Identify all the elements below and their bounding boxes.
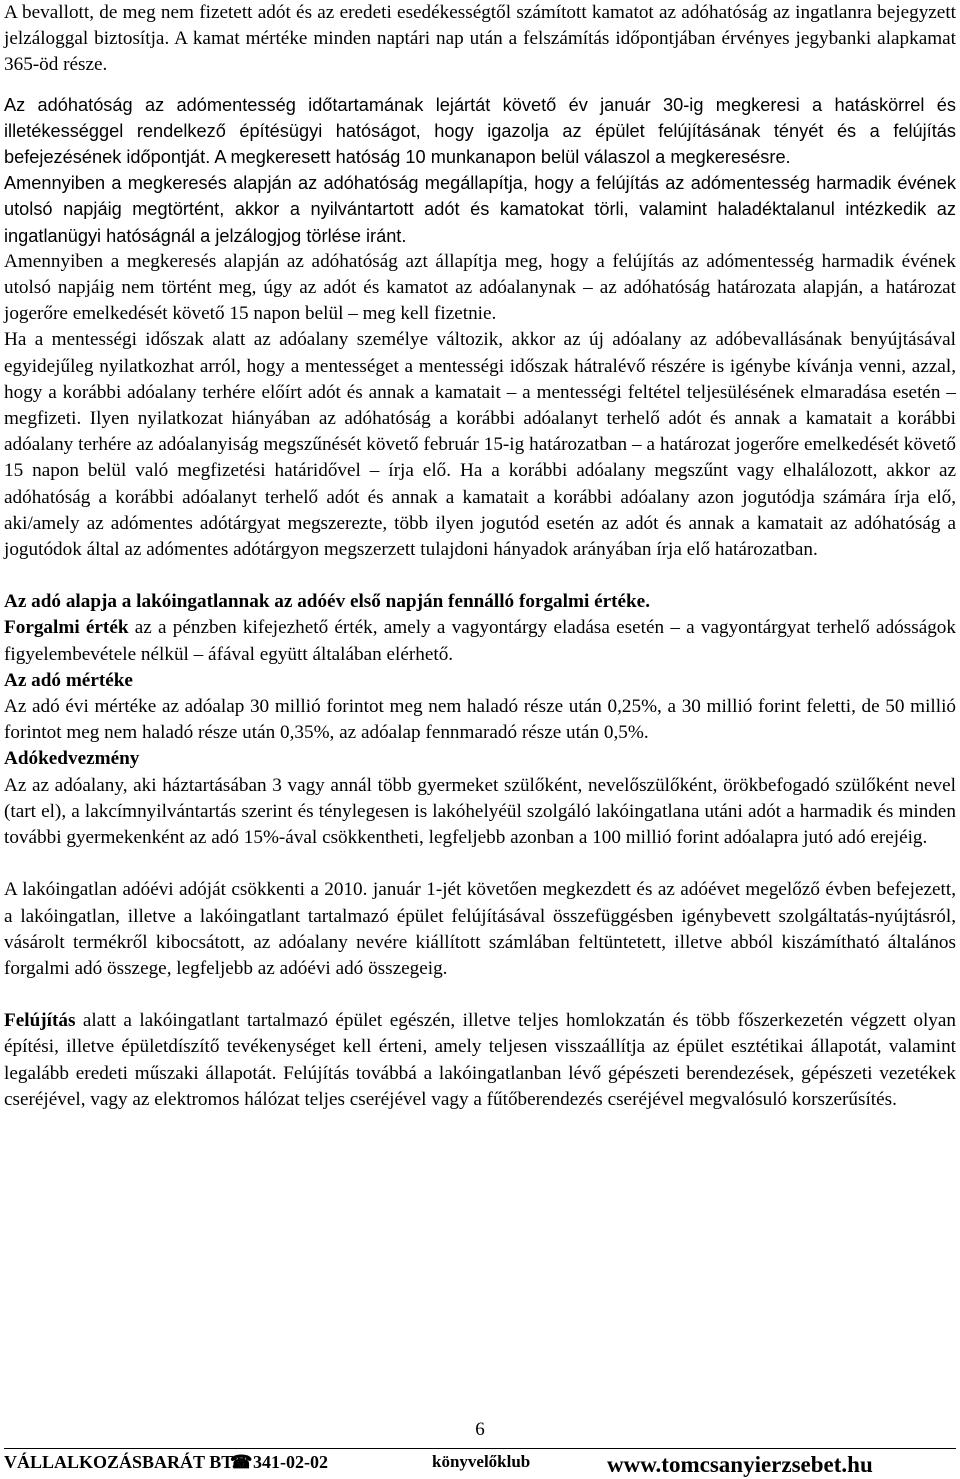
paragraph-authority-request: Az adóhatóság az adómentesség időtartamának lejártát követő év január 30-ig megkeresi a hatáskörrel és illetékességgel rendelkező építésügyi hatóságot, hogy igazolja az épület felújításának tényét és a felújítás befejezésének időpontját. A megkeresett hatóság 10 munkanapon belül válaszol a megkeresésre. xyxy=(4,94,956,168)
footer-phone: 341-02-02 xyxy=(253,1452,328,1472)
paragraph-renovation-not-completed: Amennyiben a megkeresés alapján az adóhatóság azt állapítja meg, hogy a felújítás az adómentesség harmadik évének utolsó napjáig nem történt meg, úgy az adót és kamatot az adóalanynak – az adóhatóság határozata alapján, a határozat jogerőre emelkedését követő 15 napon belül – meg kell fizetnie. xyxy=(4,250,956,325)
heading-tax-base: Az adó alapja a lakóingatlannak az adóév első napján fennálló forgalmi értéke. xyxy=(4,591,650,613)
footer-company: VÁLLALKOZÁSBARÁT BT. xyxy=(4,1452,237,1472)
phone-icon: ☎ xyxy=(230,1452,253,1472)
paragraph-market-value xyxy=(4,615,956,667)
footer-website[interactable]: www.tomcsanyierzsebet.hu xyxy=(607,1452,873,1477)
paragraph-renovation-definition xyxy=(4,1008,956,1113)
footer-club: könyvelőklub xyxy=(432,1452,531,1471)
paragraph-taxpayer-change: Ha a mentességi időszak alatt az adóalany személye változik, akkor az új adóalany az adóbevallásának benyújtásával egyidejűleg nyilatkozhat arról, hogy a mentességet a mentességi időszak hátralévő részére is igénybe kívánja venni, azzal, hogy a korábbi adóalany terhére előírt adót és annak a kamatait – a mentességi feltétel teljesülésének elmaradása esetén – megfizeti. Ilyen nyilatkozat hiányában az adóhatóság a korábbi adóalanyt terhelő adót és annak a kamatait a korábbi adóalany terhére az adóalanyiság megszűnését követő február 15-ig határozatban – a határozat jogerőre emelkedését követő 15 napon belül való megfizetési határidővel – írja elő. Ha a korábbi adóalany megszűnt vagy elhalálozott, akkor az adóhatóság a korábbi adóalanyt terhelő adót és annak a kamatait a korábbi adóalany azon jogutódja számára írja elő, aki/amely az adómentes adótárgyat megszerezte, több ilyen jogutód esetén az adót és annak a kamatait az adóhatóság a jogutódok által az adómentes adótárgyon megszerzett tulajdoni hányadok arányában írja elő határozatban. xyxy=(4,329,956,561)
renovation-definition: alatt a lakóingatlant tartalmazó épület egészén, illetve teljes homlokzatán és több főszerkezetén végzett olyan építési, illetve épületdíszítő tevékenységet kell érteni, amely teljesen visszaállítja az épület esztétikai állapotát, valamint legalább eredeti műszaki állapotát. Felújítás továbbá a lakóingatlanban lévő gépészeti berendezések, gépészeti vezetékek cseréjével, vagy az elektromos hálózat teljes cseréjével vagy a fűtőberendezés cseréjével megvalósuló korszerűsítés. xyxy=(4,1010,956,1110)
page-footer xyxy=(4,1448,956,1477)
paragraph-tax-discount: Az az adóalany, aki háztartásában 3 vagy annál több gyermeket szülőként, nevelőszülőként, örökbefogadó szülőként nevel (tart el), a lakcímnyilvántartás szerint és ténylegesen is lakóhelyéül szolgáló lakóingatlana utáni adót a harmadik és minden további gyermekenként az adó 15%-ával csökkentheti, legfeljebb azonban a 100 millió forint adóalapra jutó adó erejéig. xyxy=(4,774,956,849)
spacer xyxy=(4,563,956,589)
heading-tax-rate: Az adó mértéke xyxy=(4,669,133,691)
paragraph-mortgage-interest: A bevallott, de meg nem fizetett adót és az eredeti esedékességtől számított kamatot az adóhatóság az ingatlanra bejegyzett jelzáloggal biztosítja. A kamat mértéke minden naptári nap után a felszámítás időpontjában érvényes jegybanki alapkamat 365-öd része. xyxy=(4,2,956,76)
page-number: 6 xyxy=(475,1419,485,1440)
paragraph-tax-reduction: A lakóingatlan adóévi adóját csökkenti a 2010. január 1-jét követően megkezdett és az adóévet megelőző évben befejezett, a lakóingatlan, illetve a lakóingatlant tartalmazó épület felújításával összefüggésben igénybevett szolgáltatás-nyújtásról, vásárolt termékről kibocsátott, az adóalany nevére kiállított számlában feltüntetett, illetve abból kiszámítható általános forgalmi adó összege, legfeljebb az adóévi adó összegeig. xyxy=(4,879,956,979)
spacer xyxy=(4,851,956,877)
paragraph-tax-rate: Az adó évi mértéke az adóalap 30 millió forintot meg nem haladó része után 0,25%, a 30 millió forint feletti, de 50 millió forintot meg nem haladó része után 0,35%, az adóalap fennmaradó része után 0,5%. xyxy=(4,696,956,744)
paragraph-renovation-completed: Amennyiben a megkeresés alapján az adóhatóság megállapítja, hogy a felújítás az adómentesség harmadik évének utolsó napjáig megtörtént, akkor a nyilvántartott adót és kamatokat törli, valamint haladéktalanul intézkedik az ingatlanügyi hatóságnál a jelzálogjog törlése iránt. xyxy=(4,173,956,246)
term-market-value: Forgalmi érték xyxy=(4,617,129,639)
heading-tax-discount: Adókedvezmény xyxy=(4,748,140,770)
market-value-definition: az a pénzben kifejezhető érték, amely a vagyontárgy eladása esetén – a vagyontárgyat terhelő adósságok figyelembevétele nélkül – áfával együtt általában elérhető. xyxy=(4,617,956,665)
document-page xyxy=(4,0,956,1113)
spacer xyxy=(4,982,956,1008)
term-renovation: Felújítás xyxy=(4,1010,76,1032)
spacer xyxy=(4,79,956,92)
